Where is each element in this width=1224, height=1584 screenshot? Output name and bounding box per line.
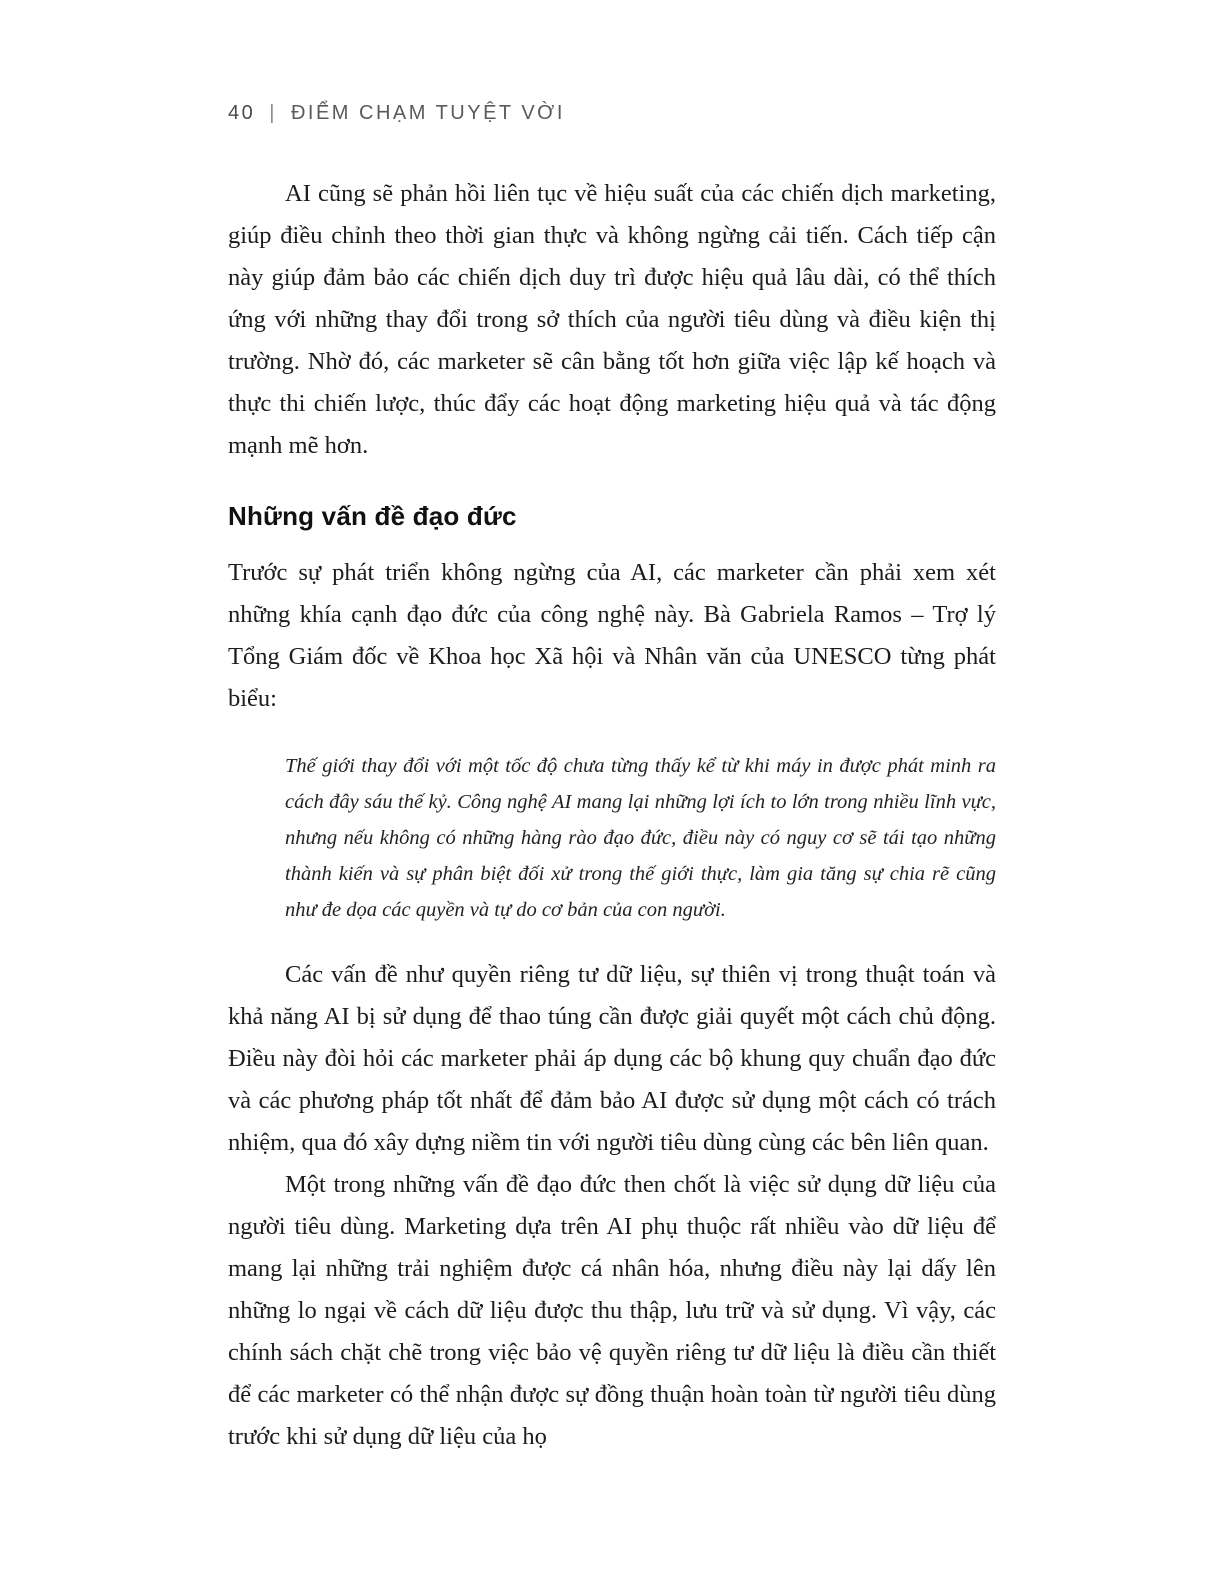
paragraph-data-privacy-issues: Các vấn đề như quyền riêng tư dữ liệu, sự thiên vị trong thuật toán và khả năng AI bị sử dụng để thao túng cần được giải quyết một cách chủ động. Điều này đòi hỏi các marketer phải áp dụng các bộ khung quy chuẩn đạo đức và các phương pháp tốt nhất để đảm bảo AI được sử dụng một cách có trách nhiệm, qua đó xây dựng niềm tin với người tiêu dùng cùng các bên liên quan. [228, 961, 996, 1156]
header-separator: | [269, 102, 277, 124]
running-header [228, 102, 996, 125]
book-title: ĐIỂM CHẠM TUYỆT VỜI [290, 102, 565, 124]
section-heading-ethics: Những vấn đề đạo đức [228, 501, 517, 531]
paragraph-ai-feedback: AI cũng sẽ phản hồi liên tục về hiệu suất của các chiến dịch marketing, giúp điều chỉnh theo thời gian thực và không ngừng cải tiến. Cách tiếp cận này giúp đảm bảo các chiến dịch duy trì được hiệu quả lâu dài, có thể thích ứng với những thay đổi trong sở thích của người tiêu dùng và điều kiện thị trường. Nhờ đó, các marketer sẽ cân bằng tốt hơn giữa việc lập kế hoạch và thực thi chiến lược, thúc đẩy các hoạt động marketing hiệu quả và tác động mạnh mẽ hơn. [228, 180, 996, 459]
page-content [228, 102, 996, 1458]
page-number: 40 [228, 102, 256, 124]
paragraph-consumer-data: Một trong những vấn đề đạo đức then chốt là việc sử dụng dữ liệu của người tiêu dùng. Marketing dựa trên AI phụ thuộc rất nhiều vào dữ liệu để mang lại những trải nghiệm được cá nhân hóa, nhưng điều này lại dấy lên những lo ngại về cách dữ liệu được thu thập, lưu trữ và sử dụng. Vì vậy, các chính sách chặt chẽ trong việc bảo vệ quyền riêng tư dữ liệu là điều cần thiết để các marketer có thể nhận được sự đồng thuận hoàn toàn từ người tiêu dùng trước khi sử dụng dữ liệu của họ [228, 1171, 996, 1450]
blockquote-gabriela-ramos: Thế giới thay đổi với một tốc độ chưa từng thấy kể từ khi máy in được phát minh ra cách đây sáu thế kỷ. Công nghệ AI mang lại những lợi ích to lớn trong nhiều lĩnh vực, nhưng nếu không có những hàng rào đạo đức, điều này có nguy cơ sẽ tái tạo những thành kiến và sự phân biệt đối xử trong thế giới thực, làm gia tăng sự chia rẽ cũng như đe dọa các quyền và tự do cơ bản của con người. [285, 755, 996, 921]
paragraph-unesco-intro: Trước sự phát triển không ngừng của AI, các marketer cần phải xem xét những khía cạnh đạo đức của công nghệ này. Bà Gabriela Ramos – Trợ lý Tổng Giám đốc về Khoa học Xã hội và Nhân văn của UNESCO từng phát biểu: [228, 559, 996, 712]
